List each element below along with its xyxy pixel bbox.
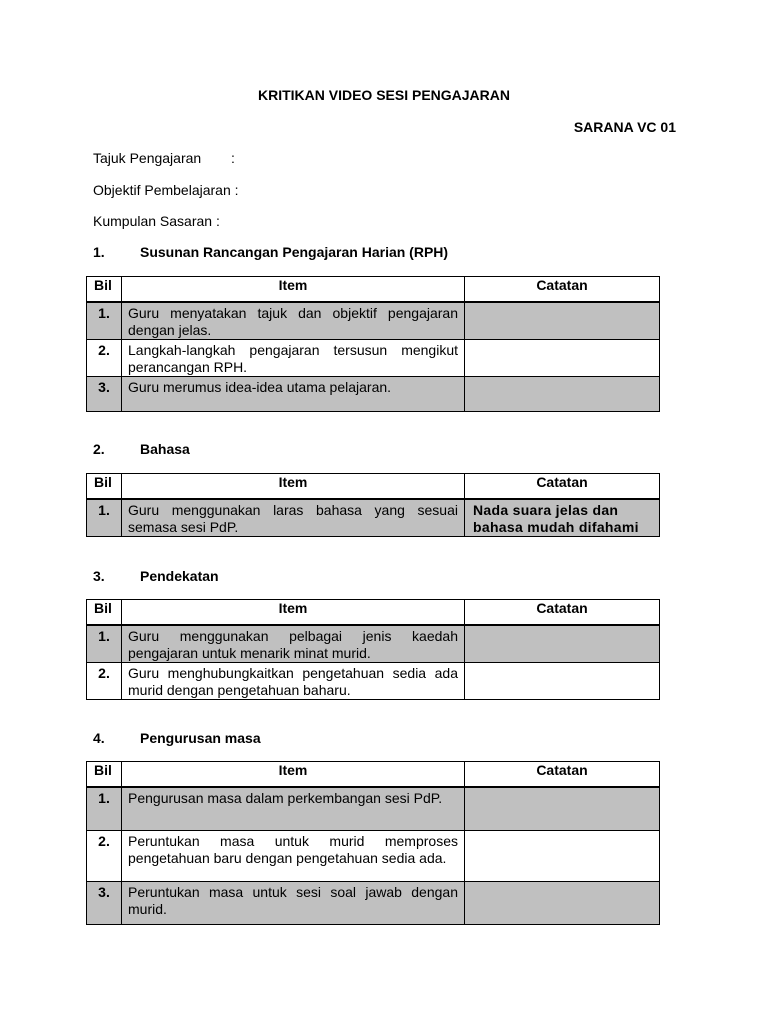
section-1-heading: [93, 244, 448, 260]
section-3-number: 3.: [93, 568, 105, 584]
section-3-table: [86, 599, 660, 700]
document-title: KRITIKAN VIDEO SESI PENGAJARAN: [257, 87, 511, 103]
section-2-number: 2.: [93, 441, 105, 457]
field-tajuk: [93, 150, 235, 166]
header-bil: Bil: [87, 762, 122, 788]
row-item: Guru menyatakan tajuk dan objektif pengajaran dengan jelas.: [122, 302, 465, 340]
header-bil: Bil: [87, 277, 122, 303]
section-4-number: 4.: [93, 730, 105, 746]
section-3-heading: [93, 568, 219, 584]
section-2-heading: [93, 441, 190, 457]
table-header-row: [87, 277, 660, 303]
row-bil: 2.: [87, 340, 122, 377]
field-tajuk-colon: :: [231, 150, 235, 166]
row-item: Guru menggunakan laras bahasa yang sesuai semasa sesi PdP.: [122, 499, 465, 537]
table-row: [87, 881, 660, 924]
table-row: [87, 663, 660, 700]
row-item: Guru merumus idea-idea utama pelajaran.: [122, 377, 465, 412]
table-row: [87, 340, 660, 377]
table-row: [87, 377, 660, 412]
header-catatan: Catatan: [465, 474, 660, 500]
header-catatan: Catatan: [465, 600, 660, 626]
row-note: [465, 340, 660, 377]
table-header-row: [87, 762, 660, 788]
row-item: Peruntukan masa untuk sesi soal jawab dengan murid.: [122, 881, 465, 924]
header-item: Item: [122, 762, 465, 788]
row-note: Nada suara jelas dan bahasa mudah difahami: [465, 499, 660, 537]
row-item: Guru menggunakan pelbagai jenis kaedah pengajaran untuk menarik minat murid.: [122, 625, 465, 663]
row-item: Peruntukan masa untuk murid memproses pengetahuan baru dengan pengetahuan sedia ada.: [122, 830, 465, 881]
row-item: Pengurusan masa dalam perkembangan sesi PdP.: [122, 787, 465, 830]
row-note: [465, 881, 660, 924]
field-tajuk-label: Tajuk Pengajaran: [93, 150, 202, 166]
row-bil: 2.: [87, 830, 122, 881]
table-row: [87, 499, 660, 537]
field-kumpulan: Kumpulan Sasaran :: [93, 213, 220, 229]
row-item: Langkah-langkah pengajaran tersusun mengikut perancangan RPH.: [122, 340, 465, 377]
section-1-table: [86, 276, 660, 412]
row-note: [465, 787, 660, 830]
header-catatan: Catatan: [465, 277, 660, 303]
section-3-title: Pendekatan: [140, 568, 219, 584]
section-1-number: 1.: [93, 244, 105, 260]
row-note: [465, 830, 660, 881]
document-code: SARANA VC 01: [573, 119, 676, 135]
header-item: Item: [122, 600, 465, 626]
header-item: Item: [122, 474, 465, 500]
section-1-title: Susunan Rancangan Pengajaran Harian (RPH): [140, 244, 449, 260]
table-row: [87, 302, 660, 340]
row-note: [465, 302, 660, 340]
header-item: Item: [122, 277, 465, 303]
row-bil: 3.: [87, 881, 122, 924]
section-2-table: [86, 473, 660, 537]
field-objektif: Objektif Pembelajaran :: [93, 182, 239, 198]
table-row: [87, 830, 660, 881]
row-note: [465, 663, 660, 700]
row-bil: 1.: [87, 499, 122, 537]
header-bil: Bil: [87, 600, 122, 626]
table-header-row: [87, 474, 660, 500]
table-row: [87, 787, 660, 830]
row-bil: 1.: [87, 787, 122, 830]
section-4-heading: [93, 730, 261, 746]
row-bil: 1.: [87, 625, 122, 663]
header-catatan: Catatan: [465, 762, 660, 788]
row-bil: 1.: [87, 302, 122, 340]
header-bil: Bil: [87, 474, 122, 500]
row-note: [465, 377, 660, 412]
row-item: Guru menghubungkaitkan pengetahuan sedia ada murid dengan pengetahuan baharu.: [122, 663, 465, 700]
table-row: [87, 625, 660, 663]
row-bil: 3.: [87, 377, 122, 412]
row-bil: 2.: [87, 663, 122, 700]
table-header-row: [87, 600, 660, 626]
section-4-table: [86, 761, 660, 925]
row-note: [465, 625, 660, 663]
section-2-title: Bahasa: [140, 441, 190, 457]
section-4-title: Pengurusan masa: [140, 730, 261, 746]
